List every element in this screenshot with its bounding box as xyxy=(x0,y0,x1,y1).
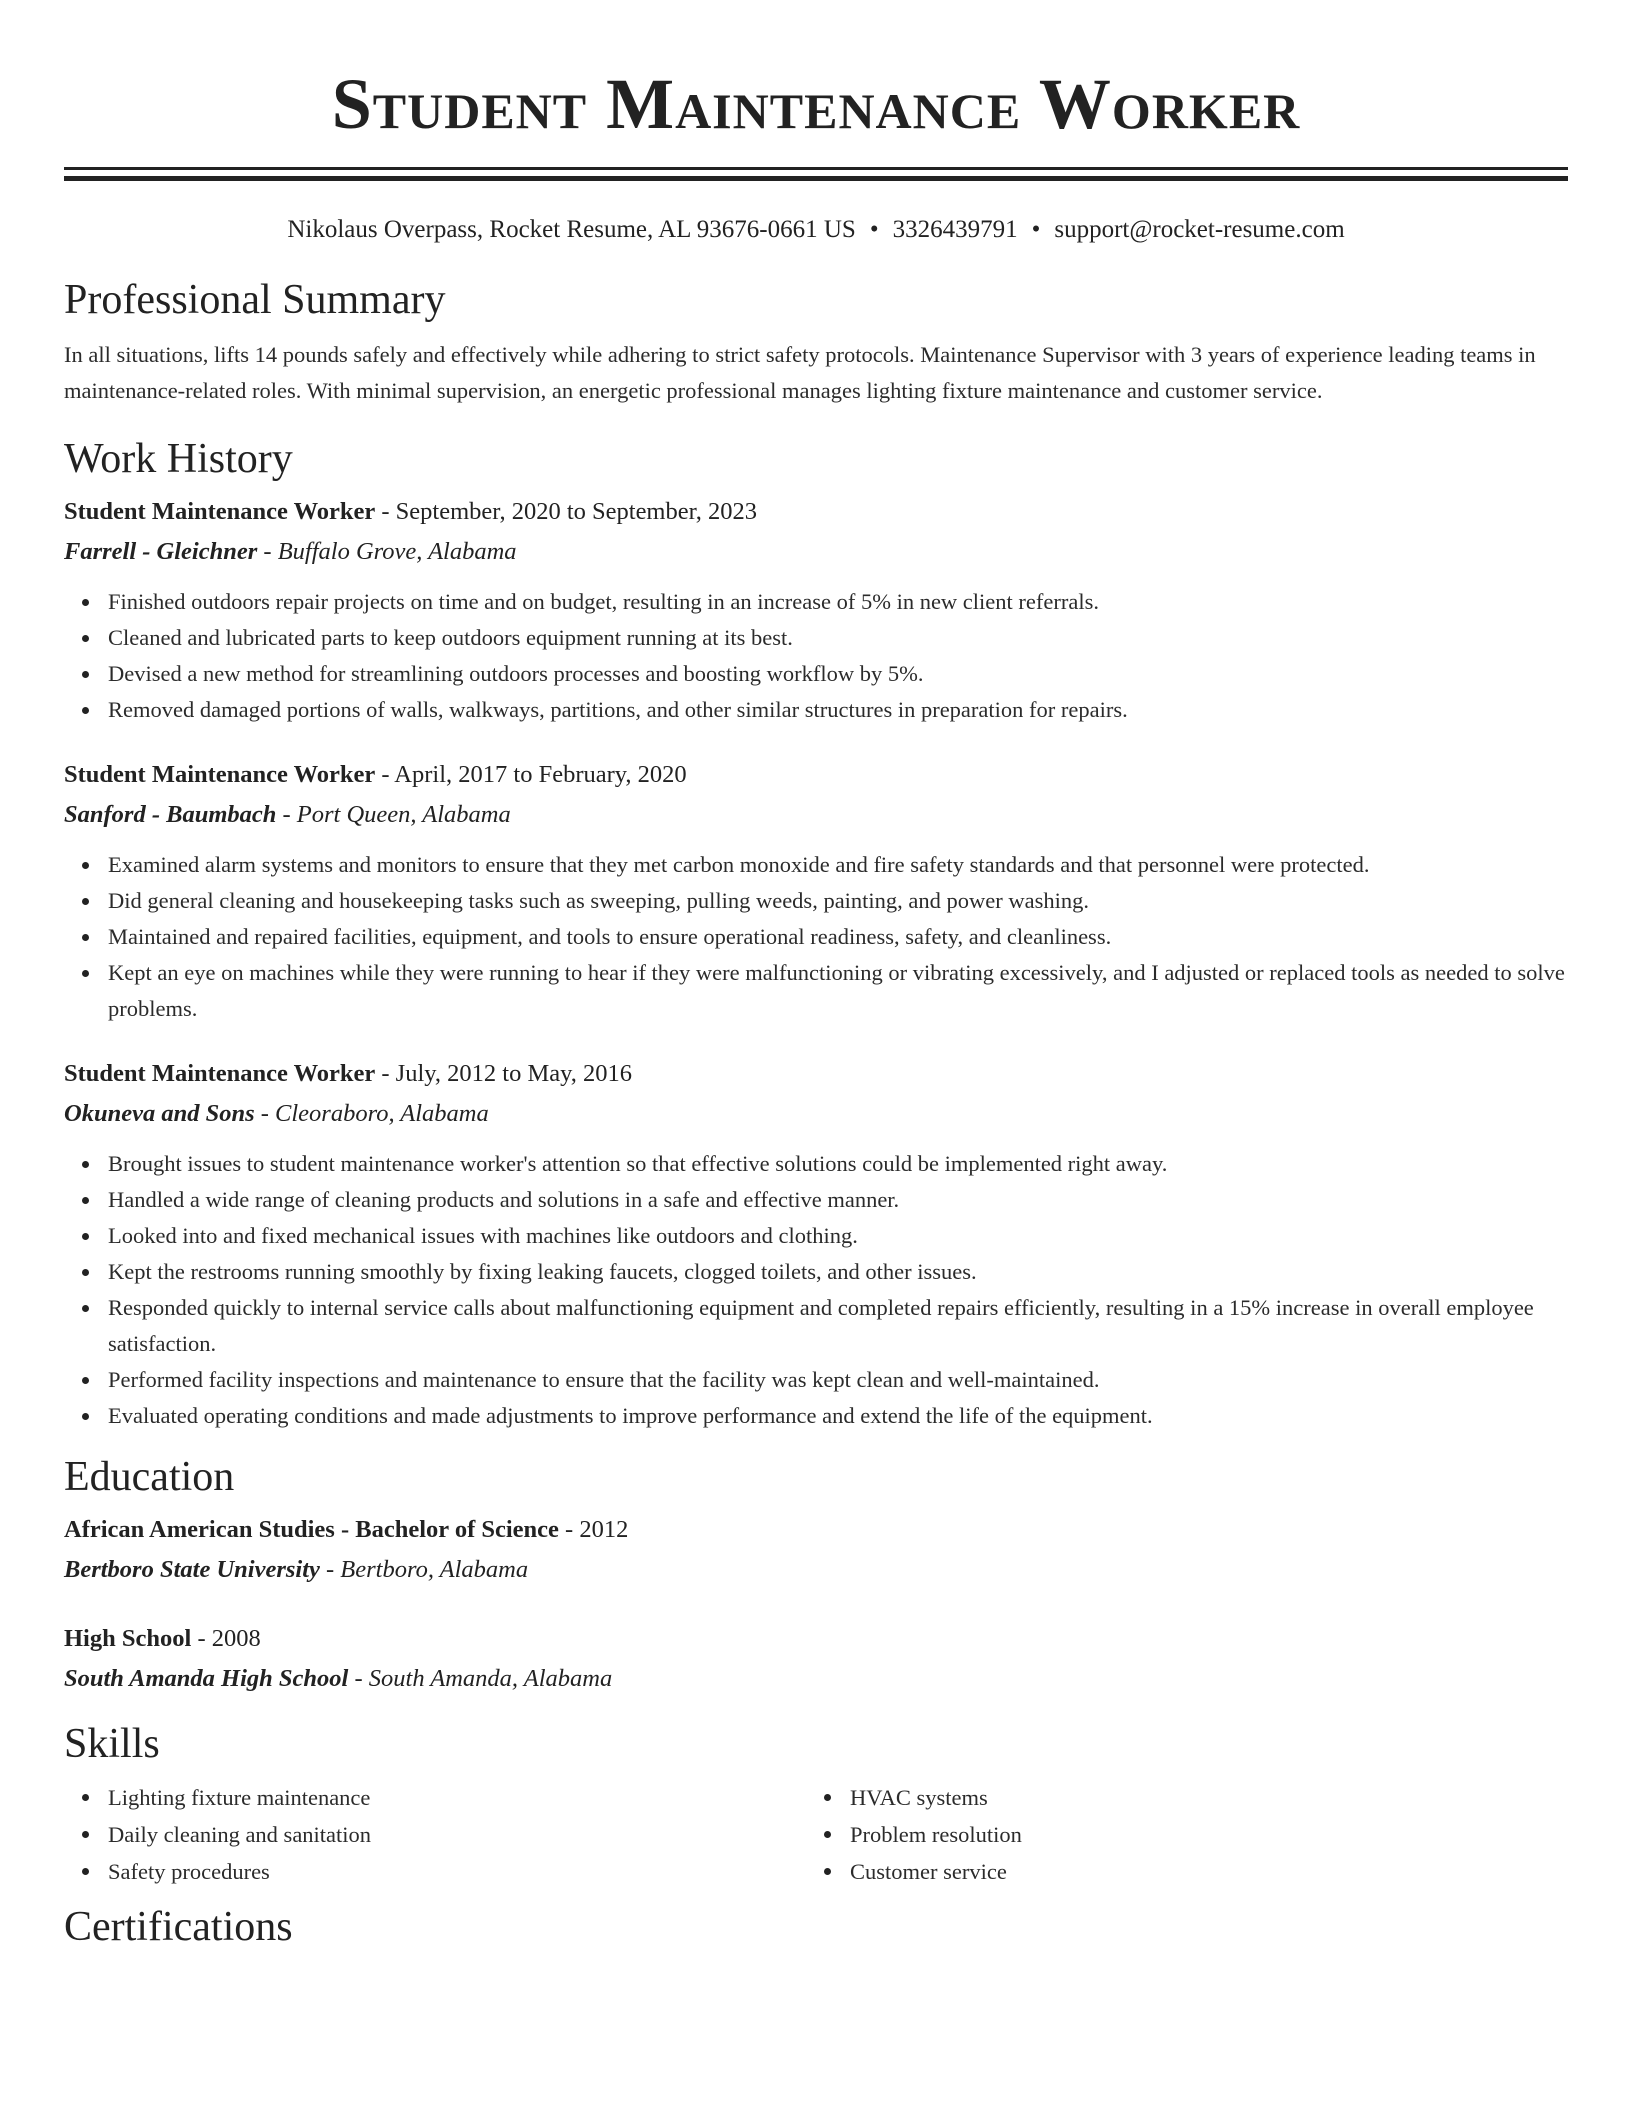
school-line xyxy=(64,1550,1568,1590)
degree-name: High School xyxy=(64,1625,192,1652)
job-title-line xyxy=(64,1054,1568,1094)
job-title: Student Maintenance Worker xyxy=(64,1060,376,1087)
job-bullets xyxy=(64,1146,1568,1434)
job-title: Student Maintenance Worker xyxy=(64,761,376,788)
resume-title: Student Maintenance Worker xyxy=(331,64,1301,144)
company-name: Okuneva and Sons xyxy=(64,1100,255,1127)
degree-line xyxy=(64,1510,1568,1550)
list-item: Safety procedures xyxy=(108,1853,806,1890)
list-item: Performed facility inspections and maintenance to ensure that the facility was kept clean and well-maintained. xyxy=(108,1362,1568,1398)
education-entry xyxy=(64,1510,1568,1590)
school-name: Bertboro State University xyxy=(64,1556,320,1583)
job-title-line xyxy=(64,755,1568,795)
company-name: Farrell - Gleichner xyxy=(64,538,258,565)
job-entry xyxy=(64,1054,1568,1434)
section-heading-certifications: Certifications xyxy=(64,1904,293,1950)
degree-year: - 2012 xyxy=(558,1516,629,1543)
job-dates: - September, 2020 to September, 2023 xyxy=(375,498,758,525)
list-item: Kept an eye on machines while they were running to hear if they were malfunctioning or vibrating excessively, and I adjusted or replaced tools as needed to solve problems. xyxy=(108,955,1568,1027)
company-name: Sanford - Baumbach xyxy=(64,801,277,828)
company-line xyxy=(64,1094,1568,1134)
contact-separator: • xyxy=(1031,216,1041,243)
section-heading-education: Education xyxy=(64,1454,235,1500)
contact-separator: • xyxy=(869,216,879,243)
list-item: Finished outdoors repair projects on time and on budget, resulting in an increase of 5% in new client referrals. xyxy=(108,584,1568,620)
job-dates: - July, 2012 to May, 2016 xyxy=(375,1060,633,1087)
contact-email: support@rocket-resume.com xyxy=(1054,216,1345,243)
job-title: Student Maintenance Worker xyxy=(64,498,376,525)
list-item: HVAC systems xyxy=(850,1779,1548,1816)
degree-year: - 2008 xyxy=(191,1625,261,1652)
list-item: Daily cleaning and sanitation xyxy=(108,1816,806,1853)
list-item: Examined alarm systems and monitors to ensure that they met carbon monoxide and fire safety standards and that personnel were protected. xyxy=(108,847,1568,883)
job-title-line xyxy=(64,492,1568,532)
list-item: Customer service xyxy=(850,1853,1548,1890)
contact-line xyxy=(64,213,1568,247)
contact-phone: 3326439791 xyxy=(892,216,1018,243)
list-item: Did general cleaning and housekeeping tasks such as sweeping, pulling weeds, painting, and power washing. xyxy=(108,883,1568,919)
job-bullets xyxy=(64,584,1568,728)
list-item: Evaluated operating conditions and made adjustments to improve performance and extend the life of the equipment. xyxy=(108,1398,1568,1434)
company-line xyxy=(64,795,1568,835)
title-rule-top xyxy=(64,167,1568,170)
list-item: Responded quickly to internal service calls about malfunctioning equipment and completed repairs efficiently, resulting in a 15% increase in overall employee satisfaction. xyxy=(108,1290,1568,1362)
degree-name: African American Studies - Bachelor of Science xyxy=(64,1516,559,1543)
list-item: Maintained and repaired facilities, equipment, and tools to ensure operational readiness, safety, and cleanliness. xyxy=(108,919,1568,955)
job-entry xyxy=(64,755,1568,1027)
list-item: Brought issues to student maintenance worker's attention so that effective solutions could be implemented right away. xyxy=(108,1146,1568,1182)
company-line xyxy=(64,532,1568,572)
company-location: - Cleoraboro, Alabama xyxy=(254,1100,489,1127)
company-location: - Port Queen, Alabama xyxy=(276,801,511,828)
list-item: Looked into and fixed mechanical issues with machines like outdoors and clothing. xyxy=(108,1218,1568,1254)
list-item: Cleaned and lubricated parts to keep outdoors equipment running at its best. xyxy=(108,620,1568,656)
list-item: Problem resolution xyxy=(850,1816,1548,1853)
job-dates: - April, 2017 to February, 2020 xyxy=(375,761,687,788)
list-item: Lighting fixture maintenance xyxy=(108,1779,806,1816)
skills-columns xyxy=(64,1779,1568,1890)
skills-left xyxy=(64,1779,806,1890)
education-entry xyxy=(64,1619,1568,1699)
school-name: South Amanda High School xyxy=(64,1665,349,1692)
company-location: - Buffalo Grove, Alabama xyxy=(257,538,517,565)
school-location: - South Amanda, Alabama xyxy=(348,1665,613,1692)
list-item: Kept the restrooms running smoothly by fixing leaking faucets, clogged toilets, and other issues. xyxy=(108,1254,1568,1290)
section-heading-work-history: Work History xyxy=(64,436,293,482)
section-heading-skills: Skills xyxy=(64,1721,160,1767)
contact-address: Nikolaus Overpass, Rocket Resume, AL 93676-0661 US xyxy=(287,216,856,243)
summary-text: In all situations, lifts 14 pounds safely and effectively while adhering to strict safety protocols. Maintenance Supervisor with 3 years of experience leading teams in maintenance-related roles. With minimal supervision, an energetic professional manages lighting fixture maintenance and customer service. xyxy=(64,342,1536,403)
job-bullets xyxy=(64,847,1568,1027)
list-item: Removed damaged portions of walls, walkways, partitions, and other similar structures in preparation for repairs. xyxy=(108,692,1568,728)
title-rule-bottom xyxy=(64,176,1568,181)
list-item: Devised a new method for streamlining outdoors processes and boosting workflow by 5%. xyxy=(108,656,1568,692)
skills-right xyxy=(806,1779,1548,1890)
job-entry xyxy=(64,492,1568,728)
school-location: - Bertboro, Alabama xyxy=(319,1556,529,1583)
section-heading-summary: Professional Summary xyxy=(64,277,446,323)
list-item: Handled a wide range of cleaning products and solutions in a safe and effective manner. xyxy=(108,1182,1568,1218)
resume-page xyxy=(64,0,1568,1952)
school-line xyxy=(64,1659,1568,1699)
degree-line xyxy=(64,1619,1568,1659)
